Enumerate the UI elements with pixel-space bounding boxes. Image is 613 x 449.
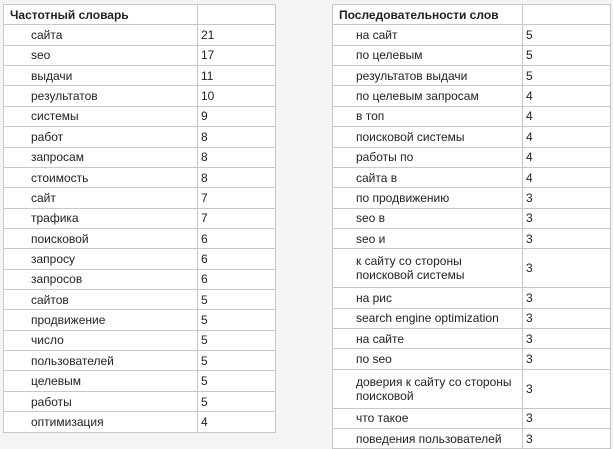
word-sequences-table (332, 4, 611, 449)
count-cell: 5 (198, 371, 276, 391)
count-cell: 4 (523, 147, 611, 167)
phrase-cell: доверия к сайту со стороны поисковой (333, 369, 523, 408)
word-cell: поисковой (4, 228, 198, 248)
count-cell: 4 (198, 412, 276, 432)
count-cell: 3 (523, 329, 611, 349)
count-cell: 5 (198, 351, 276, 371)
count-cell: 3 (523, 429, 611, 449)
table-row (333, 106, 611, 126)
table-row (333, 429, 611, 449)
table-row (333, 25, 611, 45)
table-row (4, 188, 276, 208)
count-cell: 7 (198, 208, 276, 228)
table-header-row (4, 5, 276, 25)
table-row (333, 147, 611, 167)
table-row (333, 45, 611, 65)
table-row (4, 249, 276, 269)
phrase-cell: на сайт (333, 25, 523, 45)
table-row (4, 25, 276, 45)
word-cell: выдачи (4, 66, 198, 86)
word-cell: сайтов (4, 290, 198, 310)
word-cell: пользователей (4, 351, 198, 371)
table-row (333, 249, 611, 288)
count-cell: 11 (198, 66, 276, 86)
phrase-cell: сайта в (333, 167, 523, 187)
phrase-cell: что такое (333, 408, 523, 428)
phrase-cell: по seo (333, 349, 523, 369)
table-row (4, 310, 276, 330)
table-row (4, 351, 276, 371)
phrase-cell: по продвижению (333, 188, 523, 208)
table-row (4, 208, 276, 228)
table-row (4, 412, 276, 432)
frequency-count-header (198, 5, 276, 25)
count-cell: 3 (523, 288, 611, 308)
count-cell: 21 (198, 25, 276, 45)
phrase-cell: результатов выдачи (333, 66, 523, 86)
count-cell: 3 (523, 208, 611, 228)
count-cell: 3 (523, 349, 611, 369)
table-row (333, 349, 611, 369)
table-row (333, 167, 611, 187)
count-cell: 3 (523, 188, 611, 208)
count-cell: 5 (523, 25, 611, 45)
frequency-table-body (4, 25, 276, 432)
count-cell: 5 (523, 45, 611, 65)
phrase-cell: search engine optimization (333, 308, 523, 328)
table-row (333, 288, 611, 308)
table-row (4, 86, 276, 106)
sequence-table-body (333, 25, 611, 449)
word-cell: сайта (4, 25, 198, 45)
phrase-cell: на сайте (333, 329, 523, 349)
table-row (333, 408, 611, 428)
word-cell: запросов (4, 269, 198, 289)
table-row (4, 290, 276, 310)
word-cell: оптимизация (4, 412, 198, 432)
phrase-cell: seo в (333, 208, 523, 228)
phrase-cell: в топ (333, 106, 523, 126)
phrase-cell: по целевым запросам (333, 86, 523, 106)
count-cell: 5 (198, 391, 276, 411)
table-row (4, 167, 276, 187)
table-row (4, 371, 276, 391)
count-cell: 3 (523, 249, 611, 288)
table-row (333, 86, 611, 106)
table-row (4, 66, 276, 86)
count-cell: 5 (523, 66, 611, 86)
table-row (4, 106, 276, 126)
word-cell: запросу (4, 249, 198, 269)
table-row (333, 208, 611, 228)
phrase-cell: работы по (333, 147, 523, 167)
count-cell: 5 (198, 290, 276, 310)
table-row (4, 228, 276, 248)
count-cell: 8 (198, 147, 276, 167)
word-cell: сайт (4, 188, 198, 208)
count-cell: 4 (523, 86, 611, 106)
phrase-cell: поведения пользователей (333, 429, 523, 449)
count-cell: 6 (198, 269, 276, 289)
count-cell: 6 (198, 249, 276, 269)
count-cell: 8 (198, 167, 276, 187)
count-cell: 5 (198, 310, 276, 330)
phrase-cell: поисковой системы (333, 127, 523, 147)
word-cell: seo (4, 45, 198, 65)
count-cell: 7 (198, 188, 276, 208)
count-cell: 3 (523, 408, 611, 428)
table-row (4, 127, 276, 147)
count-cell: 5 (198, 330, 276, 350)
count-cell: 6 (198, 228, 276, 248)
table-row (333, 188, 611, 208)
table-row (4, 147, 276, 167)
table-row (333, 308, 611, 328)
word-cell: продвижение (4, 310, 198, 330)
frequency-dictionary-table (3, 4, 276, 433)
table-header-row (333, 5, 611, 25)
count-cell: 10 (198, 86, 276, 106)
count-cell: 4 (523, 106, 611, 126)
phrase-cell: к сайту со стороны поисковой системы (333, 249, 523, 288)
table-row (4, 391, 276, 411)
word-cell: целевым (4, 371, 198, 391)
count-cell: 4 (523, 127, 611, 147)
word-cell: стоимость (4, 167, 198, 187)
table-row (333, 369, 611, 408)
word-cell: результатов (4, 86, 198, 106)
phrase-cell: seo и (333, 228, 523, 248)
count-cell: 3 (523, 228, 611, 248)
sequence-table-title: Последовательности слов (333, 5, 523, 25)
count-cell: 17 (198, 45, 276, 65)
count-cell: 8 (198, 127, 276, 147)
word-cell: работы (4, 391, 198, 411)
count-cell: 3 (523, 369, 611, 408)
count-cell: 3 (523, 308, 611, 328)
word-cell: работ (4, 127, 198, 147)
phrase-cell: по целевым (333, 45, 523, 65)
word-cell: трафика (4, 208, 198, 228)
sequence-count-header (523, 5, 611, 25)
phrase-cell: на рис (333, 288, 523, 308)
word-cell: системы (4, 106, 198, 126)
table-row (333, 66, 611, 86)
table-row (4, 45, 276, 65)
table-row (4, 269, 276, 289)
table-row (333, 228, 611, 248)
count-cell: 9 (198, 106, 276, 126)
table-row (333, 329, 611, 349)
count-cell: 4 (523, 167, 611, 187)
table-row (4, 330, 276, 350)
word-cell: запросам (4, 147, 198, 167)
table-row (333, 127, 611, 147)
frequency-table-title: Частотный словарь (4, 5, 198, 25)
word-cell: число (4, 330, 198, 350)
